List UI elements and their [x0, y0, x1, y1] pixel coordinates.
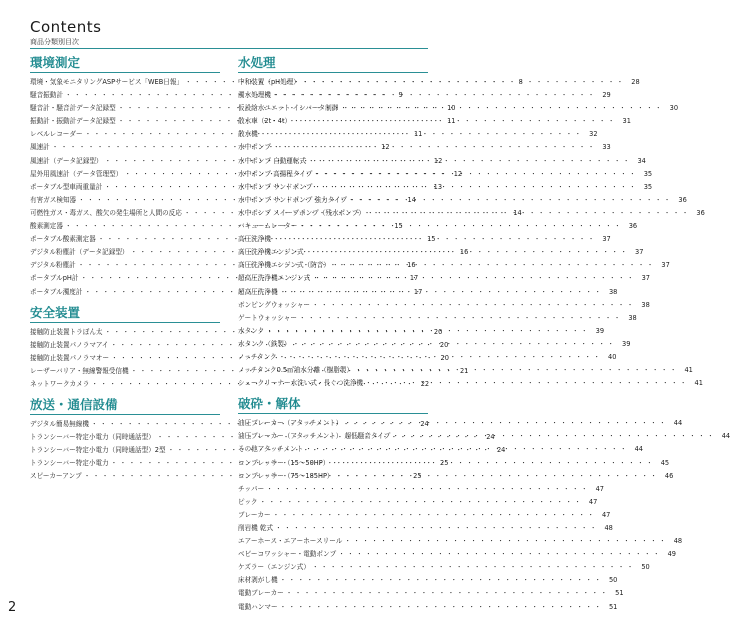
- entry-title: ポータブル型車両重量計: [30, 182, 103, 191]
- entry-page-number: 16: [459, 248, 469, 257]
- toc-entry[interactable]: [238, 299, 650, 312]
- entry-page-number: 24: [496, 446, 506, 455]
- leader-dots: [278, 601, 606, 614]
- entry-title: チッパー: [238, 484, 265, 493]
- leader-dots: [284, 587, 612, 600]
- leader-dots: [306, 155, 634, 168]
- entry-title: 超高圧洗浄機: [238, 287, 278, 296]
- toc-entry[interactable]: [238, 259, 670, 272]
- entry-title: 電動ハンマー: [238, 602, 278, 611]
- entry-title: 床材剥がし機: [238, 576, 278, 585]
- entry-title: 水中ポンプ 高揚程タイプ: [238, 169, 313, 178]
- entry-page-number: 31: [622, 117, 631, 126]
- entry-page-number: 13: [433, 182, 443, 191]
- entry-title: シュークリーナー水洗い式・長ぐつ洗浄機: [238, 379, 364, 388]
- entry-title: 水中ポンプ 自動運転式: [238, 156, 307, 165]
- entry-page-number: 37: [661, 261, 670, 270]
- entry-page-number: 47: [595, 484, 604, 493]
- entry-title: ケズラー（エンジン式）: [238, 563, 310, 572]
- leader-dots: [342, 417, 670, 430]
- entry-page-number: 12: [453, 169, 463, 178]
- leader-dots: [271, 141, 599, 154]
- entry-title: バキュームレーター: [238, 222, 298, 231]
- entry-page-number: 49: [667, 550, 676, 559]
- toc-entry[interactable]: [238, 601, 618, 614]
- entry-page-number: 51: [615, 589, 624, 598]
- toc-entry[interactable]: [238, 377, 703, 390]
- entry-page-number: 9: [398, 91, 403, 100]
- entry-title: 水中ポンプ: [238, 143, 271, 152]
- toc-entry[interactable]: [238, 220, 638, 233]
- entry-title: 散水車（2t・4t）: [238, 117, 292, 126]
- entry-page-number: 38: [608, 287, 618, 296]
- leader-dots: [271, 233, 599, 246]
- leader-dots: [303, 443, 631, 456]
- leader-dots: [312, 168, 640, 181]
- leader-dots: [291, 338, 619, 351]
- toc-entry[interactable]: [238, 89, 611, 102]
- entry-title: レベルレコーダー: [30, 130, 83, 139]
- entry-title: コンプレッサー（75～185HP）: [238, 471, 334, 480]
- leader-dots: [258, 496, 586, 509]
- entry-page-number: 36: [628, 222, 638, 231]
- entry-page-number: 37: [602, 235, 611, 244]
- entry-title: ノッチタンク: [238, 352, 277, 361]
- leader-dots: [312, 181, 640, 194]
- leader-dots: [347, 194, 675, 207]
- toc-entry[interactable]: [238, 312, 637, 325]
- entry-page-number: 46: [664, 471, 674, 480]
- entry-title: 水中ポンプ スイーブポンプ（残水ポンプ）: [238, 208, 365, 217]
- entry-page-number: 8: [518, 78, 523, 86]
- toc-entry[interactable]: [238, 470, 674, 483]
- entry-title: レーザーバリア・無線警報受信機: [30, 366, 129, 375]
- entry-title: 騒音振動計: [30, 91, 63, 100]
- leader-dots: [353, 364, 681, 377]
- entry-page-number: 41: [684, 366, 693, 375]
- entry-title: 水タンク: [238, 326, 265, 335]
- leader-dots: [330, 259, 658, 272]
- entry-page-number: 14: [513, 208, 522, 217]
- page-title: Contents: [30, 18, 102, 36]
- entry-page-number: 17: [409, 274, 419, 283]
- entry-page-number: 47: [601, 510, 611, 519]
- entry-page-number: 20: [433, 327, 443, 336]
- entry-title: 接触防止装置トラぼん太: [30, 327, 103, 336]
- entry-page-number: 15: [427, 235, 436, 244]
- toc-entry[interactable]: [238, 141, 611, 154]
- leader-dots: [338, 102, 666, 115]
- entry-page-number: 11: [413, 130, 423, 139]
- entry-page-number: 39: [595, 326, 605, 335]
- entry-page-number: 25: [413, 472, 422, 481]
- entry-page-number: 29: [602, 91, 611, 100]
- entry-page-number: 10: [447, 104, 456, 113]
- leader-dots: [300, 76, 628, 89]
- leader-dots: [363, 377, 691, 390]
- leader-dots: [271, 509, 599, 522]
- entry-title: 削岩機 乾式: [238, 524, 274, 532]
- entry-title: スピーカーアンプ: [30, 472, 82, 481]
- entry-title: 仮設給水ユニット インバータ制御: [238, 104, 339, 113]
- toc-entry[interactable]: [238, 522, 613, 535]
- entry-title: 振動計・振動計データ記録型: [30, 117, 116, 126]
- toc-entry[interactable]: [238, 574, 618, 587]
- leader-dots: [336, 548, 664, 561]
- entry-page-number: 22: [420, 379, 430, 388]
- entry-page-number: 20: [440, 353, 449, 362]
- entry-title: 電動ブレーカー: [238, 589, 284, 598]
- leader-dots: [329, 457, 657, 470]
- entry-title: 水中ポンプ サンドポンプ 強力タイプ: [238, 195, 348, 204]
- entry-page-number: 20: [439, 340, 449, 349]
- section-title: 水処理: [238, 55, 428, 73]
- leader-dots: [310, 299, 638, 312]
- entry-page-number: 48: [673, 537, 683, 546]
- entry-title: 可燃性ガス・毒ガス、酸欠の発生場所と人間の反応: [30, 208, 182, 217]
- entry-page-number: 35: [643, 169, 653, 178]
- toc-entry[interactable]: [238, 509, 611, 522]
- toc-entry[interactable]: [238, 483, 604, 496]
- entry-title: デジタル粉塵計（データ記録型）: [30, 248, 129, 257]
- toc-entry[interactable]: [238, 194, 687, 207]
- entry-page-number: 34: [637, 156, 646, 165]
- entry-page-number: 14: [407, 195, 416, 204]
- leader-dots: [334, 470, 662, 483]
- entry-title: ポータブル濁度計: [30, 287, 83, 296]
- entry-page-number: 48: [604, 524, 613, 532]
- leader-dots: [390, 430, 718, 443]
- entry-page-number: 33: [602, 143, 611, 152]
- leader-dots: [310, 561, 638, 574]
- entry-title: トランシーバー特定小電力（同時通話型）2型: [30, 446, 166, 455]
- entry-page-number: 37: [635, 248, 644, 257]
- entry-title: ボンピングウォッシャー: [238, 300, 311, 309]
- entry-page-number: 37: [641, 274, 650, 283]
- entry-page-number: 11: [447, 117, 456, 126]
- entry-page-number: 47: [588, 497, 598, 506]
- entry-title: ベビーコワッシャー・電動ポンプ: [238, 550, 337, 559]
- entry-title: 風速計: [30, 143, 50, 152]
- entry-title: 散水機: [238, 130, 258, 139]
- section-title: 破砕・解体: [238, 396, 428, 414]
- entry-title: ポータブル酸素測定器: [30, 235, 96, 244]
- toc-entry[interactable]: [238, 587, 624, 600]
- toc-entry[interactable]: [238, 76, 640, 89]
- entry-title: デジタル粉塵計: [30, 261, 76, 270]
- entry-page-number: 24: [486, 433, 495, 442]
- entry-title: ポータブルpH計: [30, 274, 79, 283]
- entry-page-number: 30: [669, 104, 679, 113]
- leader-dots: [304, 246, 632, 259]
- entry-title: コンプレッサー（15～50HP）: [238, 458, 330, 467]
- entry-page-number: 36: [678, 195, 687, 204]
- entry-page-number: 28: [631, 78, 640, 86]
- entry-title: デジタル簡易無線機: [30, 420, 89, 429]
- leader-dots: [264, 483, 592, 496]
- entry-page-number: 36: [696, 208, 705, 217]
- entry-title: 高圧洗浄機: [238, 235, 271, 244]
- entry-page-number: 44: [673, 419, 683, 428]
- leader-dots: [297, 220, 625, 233]
- entry-page-number: 16: [407, 261, 416, 270]
- entry-page-number: 44: [721, 432, 730, 441]
- entry-title: 水中ポンプ サンドポンプ: [238, 182, 313, 191]
- toc-entry[interactable]: [238, 535, 683, 548]
- entry-page-number: 24: [420, 420, 429, 429]
- entry-title: ゲートウォッシャー: [238, 313, 297, 322]
- entry-title: 超高圧洗浄機エンジン式: [238, 274, 311, 283]
- entry-page-number: 21: [459, 366, 469, 375]
- entry-page-number: 32: [589, 130, 598, 139]
- entry-title: 高圧洗浄機エンジン式（防音）: [238, 261, 330, 270]
- leader-dots: [277, 351, 605, 364]
- entry-title: その他アタッチメント: [238, 445, 304, 454]
- entry-title: 水タンク（鉄製）: [238, 339, 291, 348]
- entry-title: 屋外用風速計（データ管理型）: [30, 169, 123, 178]
- entry-title: 油圧ブレーカー（アタッチメント）: [238, 419, 343, 428]
- entry-page-number: 38: [641, 300, 650, 309]
- entry-title: 環境・気象モニタリングASPサービス「WEB日報」: [30, 78, 184, 86]
- leader-dots: [297, 312, 625, 325]
- toc-entry[interactable]: [238, 548, 676, 561]
- section-title: 環境測定: [30, 55, 220, 73]
- entry-title: トランシーバー特定小電力: [30, 459, 109, 468]
- leader-dots: [278, 286, 606, 299]
- leader-dots: [273, 522, 601, 535]
- leader-dots: [258, 128, 586, 141]
- entry-page-number: 38: [628, 313, 637, 322]
- entry-page-number: 45: [660, 458, 670, 467]
- leader-dots: [291, 115, 619, 128]
- leader-dots: [271, 89, 599, 102]
- entry-page-number: 51: [608, 602, 618, 611]
- toc-entry[interactable]: [238, 272, 650, 285]
- entry-title: 風速計（データ記録型）: [30, 156, 103, 165]
- entry-title: ブレーカー: [238, 510, 271, 519]
- entry-title: 有害ガス検知器: [30, 195, 77, 204]
- leader-dots: [342, 535, 670, 548]
- entry-title: 濁水処理機: [238, 91, 271, 100]
- leader-dots: [278, 574, 606, 587]
- header-divider: [30, 48, 428, 49]
- entry-title: エアーホース・エアーホースリール: [238, 537, 343, 546]
- entry-title: ネットワークカメラ: [30, 379, 90, 388]
- toc-entry[interactable]: [238, 128, 598, 141]
- entry-title: 中和装置（pH処理）: [238, 78, 300, 86]
- entry-page-number: 50: [608, 576, 618, 585]
- entry-page-number: 12: [381, 143, 390, 152]
- entry-title: 騒音計・騒音計データ記録型: [30, 104, 116, 113]
- contents-header: [30, 18, 428, 47]
- entry-title: ノッチタンク0.5㎥油水分離（樹脂製）: [238, 366, 354, 375]
- leader-dots: [264, 325, 592, 338]
- toc-entry[interactable]: [238, 496, 598, 509]
- entry-page-number: 41: [694, 379, 703, 388]
- toc-entry[interactable]: [238, 286, 618, 299]
- entry-title: 油圧ブレーカー（アタッチメント） 超低騒音タイプ: [238, 432, 391, 441]
- leader-dots: [365, 207, 693, 220]
- toc-entry[interactable]: [238, 561, 650, 574]
- entry-page-number: 17: [413, 287, 423, 296]
- entry-page-number: 35: [643, 182, 653, 191]
- entry-title: ピック: [238, 497, 258, 506]
- entry-page-number: 15: [394, 222, 403, 231]
- page-number: 2: [8, 600, 17, 615]
- entry-page-number: 50: [641, 563, 650, 572]
- entry-page-number: 39: [622, 339, 631, 348]
- entry-title: トランシーバー特定小電力（同時通話型）: [30, 433, 155, 442]
- entry-title: 酸素測定器: [30, 222, 63, 231]
- entry-page-number: 12: [433, 156, 443, 165]
- section-title: 安全装置: [30, 305, 220, 323]
- section-title: 放送・通信設備: [30, 397, 220, 415]
- entry-title: 接触防止装置パノラマオー: [30, 353, 110, 362]
- entry-title: 接触防止装置パノラマアイ: [30, 340, 109, 349]
- page-subtitle: 商品分類別目次: [30, 38, 79, 46]
- toc-entry[interactable]: [238, 417, 683, 430]
- entry-page-number: 40: [608, 352, 617, 361]
- entry-title: 高圧洗浄機エンジン式: [238, 248, 304, 257]
- entry-page-number: 25: [440, 459, 449, 468]
- leader-dots: [310, 272, 638, 285]
- entry-page-number: 44: [634, 445, 643, 454]
